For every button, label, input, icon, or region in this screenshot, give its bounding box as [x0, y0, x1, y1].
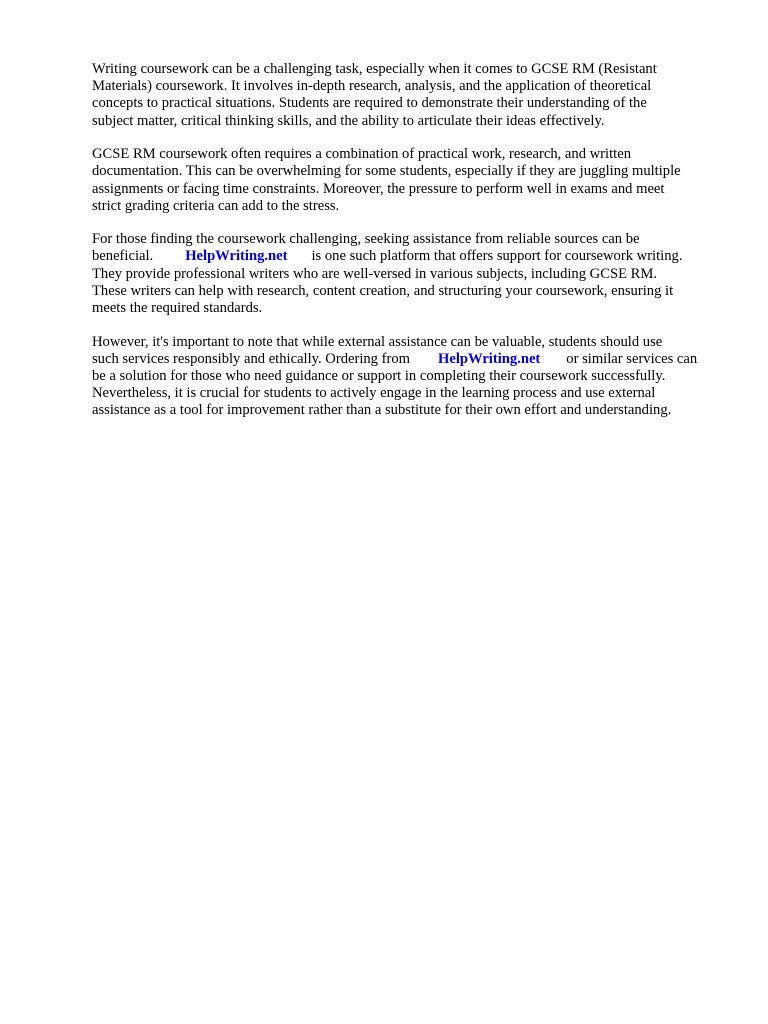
paragraph-line: assistance as a tool for improvement rather than a substitute for their own effort and understanding. [92, 402, 672, 419]
paragraph-line: assignments or facing time constraints. Moreover, the pressure to perform well in exams and meet [92, 180, 665, 197]
paragraph-text: such services responsibly and ethically. Ordering from [92, 350, 410, 367]
paragraph-line: be a solution for those who need guidance or support in completing their coursework successfully. [92, 367, 666, 384]
paragraph-2 [92, 146, 732, 215]
paragraph-line-with-link [92, 351, 732, 368]
paragraph-line: Writing coursework can be a challenging task, especially when it comes to GCSE RM (Resistant [92, 61, 657, 77]
paragraph-line: These writers can help with research, content creation, and structuring your coursework, ensuring it [92, 282, 674, 299]
paragraph-line: subject matter, critical thinking skills, and the ability to articulate their ideas effectively. [92, 112, 605, 129]
paragraph-line: They provide professional writers who are well-versed in various subjects, including GCSE RM. [92, 265, 657, 282]
paragraph-line: Nevertheless, it is crucial for students to actively engage in the learning process and use external [92, 385, 656, 402]
paragraph-1 [92, 61, 732, 130]
paragraph-line: meets the required standards. [92, 300, 263, 317]
paragraph-text: is one such platform that offers support for coursework writing. [311, 248, 683, 265]
paragraph-4 [92, 334, 732, 420]
helpwriting-link[interactable]: HelpWriting.net [185, 248, 288, 265]
paragraph-line: documentation. This can be overwhelming for some students, especially if they are juggling multiple [92, 163, 681, 180]
paragraph-line: concepts to practical situations. Students are required to demonstrate their understanding of the [92, 95, 647, 112]
paragraph-line: strict grading criteria can add to the stress. [92, 197, 340, 214]
paragraph-line: However, it's important to note that while external assistance can be valuable, students should use [92, 333, 663, 350]
paragraph-line: For those finding the coursework challenging, seeking assistance from reliable sources can be [92, 231, 640, 248]
paragraph-line-with-link [92, 248, 732, 265]
document-page [92, 61, 732, 436]
paragraph-line: GCSE RM coursework often requires a combination of practical work, research, and written [92, 146, 631, 163]
paragraph-text: or similar services can [566, 350, 698, 367]
helpwriting-link[interactable]: HelpWriting.net [438, 350, 541, 367]
paragraph-text: beneficial. [92, 248, 154, 265]
paragraph-3 [92, 231, 732, 317]
paragraph-line: Materials) coursework. It involves in-depth research, analysis, and the application of theoretical [92, 78, 652, 95]
